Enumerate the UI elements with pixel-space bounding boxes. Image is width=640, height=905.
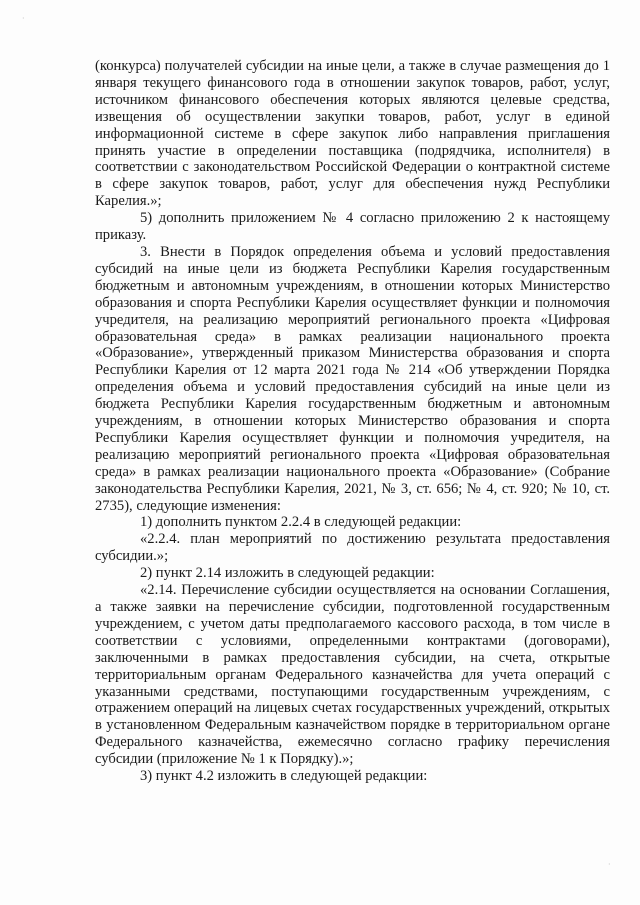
paragraph-4: 1) дополнить пунктом 2.2.4 в следующей редакции:: [140, 514, 462, 531]
paragraph-7: «2.14. Перечисление субсидии осуществляется на основании Соглашения, а также заявки на перечисление субсидии, подготовленной государственным учреждением, с учетом даты предполагаемого кассового расхода, в том числе в соответствии с условиями, определенными контрактами (договорами), заключенными в рамках предоставления субсидии, на счета, открытые территориальным органам Федерального казначейства для учета операций с указанными средствами, поступающими государственным учреждениям, с отражением операций на лицевых счетах государственных учреждений, открытых в установленном Федеральным казначейством порядке в территориальном органе Федерального казначейства, ежемесячно согласно графику перечисления субсидии (приложение № 1 к Порядку).»;: [95, 582, 610, 768]
scan-speck: ·: [608, 860, 611, 869]
paragraph-5: «2.2.4. план мероприятий по достижению результата предоставления субсидии.»;: [95, 531, 610, 565]
paragraph-1: (конкурса) получателей субсидии на иные цели, а также в случае размещения до 1 января текущего финансового года в отношении закупок товаров, работ, услуг, источником финансового обеспечения которых являются целевые средства, извещения об осуществлении закупки товаров, работ, услуг в единой информационной системе в сфере закупок либо направления приглашения принять участие в определении поставщика (подрядчика, исполнителя) в соответствии с законодательством Российской Федерации о контрактной системе в сфере закупок товаров, работ, услуг для обеспечения нужд Республики Карелия.»;: [95, 58, 610, 210]
paragraph-2: 5) дополнить приложением № 4 согласно приложению 2 к настоящему приказу.: [95, 210, 610, 244]
paragraph-3: 3. Внести в Порядок определения объема и условий предоставления субсидий на иные цели из бюджета Республики Карелия государственным бюджетным и автономным учреждениям, в отношении которых Министерство образования и спорта Республики Карелия осуществляет функции и полномочия учредителя, на реализацию мероприятий регионального проекта «Цифровая образовательная среда» в рамках реализации национального проекта «Образование», утвержденный приказом Министерства образования и спорта Республики Карелия от 12 марта 2021 года № 214 «Об утверждении Порядка определения объема и условий предоставления субсидий на иные цели из бюджета Республики Карелия государственным бюджетным и автономным учреждениям, в отношении которых Министерство образования и спорта Республики Карелия осуществляет функции и полномочия учредителя, на реализацию мероприятий регионального проекта «Цифровая образовательная среда» в рамках реализации национального проекта «Образование» (Собрание законодательства Республики Карелия, 2021, № 3, ст. 656; № 4, ст. 920; № 10, ст. 2735), следующие изменения:: [95, 243, 610, 514]
scan-speck: ·: [22, 14, 25, 23]
paragraph-8: 3) пункт 4.2 изложить в следующей редакции:: [140, 768, 428, 785]
paragraph-6: 2) пункт 2.14 изложить в следующей редакции:: [140, 565, 435, 582]
document-body: [95, 58, 610, 785]
